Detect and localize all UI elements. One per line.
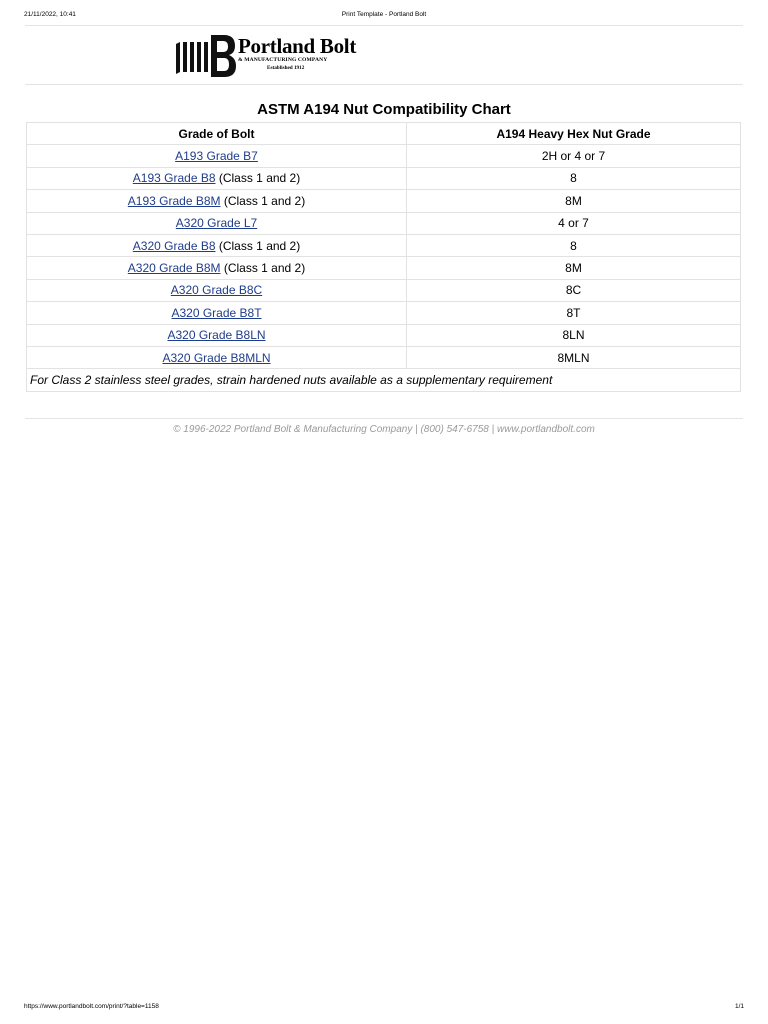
bolt-grade-link[interactable]: A320 Grade B8 <box>132 238 216 253</box>
bolt-grade-cell <box>27 145 407 167</box>
bolt-grade-cell <box>27 167 407 189</box>
table-row <box>27 212 741 234</box>
logo-divider <box>25 84 743 85</box>
nut-grade-cell: 8T <box>407 302 741 324</box>
copyright-footer: © 1996-2022 Portland Bolt & Manufacturing Company | (800) 547-6758 | www.portlandbolt.com <box>173 424 595 435</box>
logo-established: Established 1912 <box>267 65 305 71</box>
bolt-grade-class: (Class 1 and 2) <box>215 238 301 253</box>
page-number: 1/1 <box>734 1003 744 1010</box>
nut-grade-cell: 8MLN <box>407 346 741 368</box>
bolt-grade-cell <box>27 234 407 256</box>
bolt-grade-link[interactable]: A320 Grade B8C <box>170 283 263 298</box>
bolt-grade-class: (Class 1 and 2) <box>215 171 301 186</box>
column-header-nut-grade: A194 Heavy Hex Nut Grade <box>407 123 741 145</box>
table-row <box>27 190 741 212</box>
bolt-grade-link[interactable]: A320 Grade B8MLN <box>162 350 271 365</box>
table-header-row <box>27 123 741 145</box>
bolt-grade-link[interactable]: A320 Grade L7 <box>175 216 258 231</box>
table-row <box>27 279 741 301</box>
nut-grade-cell: 8M <box>407 257 741 279</box>
nut-grade-cell: 8 <box>407 167 741 189</box>
logo-subtitle: & MANUFACTURING COMPANY <box>238 57 328 63</box>
nut-grade-cell: 2H or 4 or 7 <box>407 145 741 167</box>
print-datetime: 21/11/2022, 10:41 <box>24 11 76 18</box>
header-divider <box>25 25 743 26</box>
bolt-grade-class: (Class 1 and 2) <box>220 261 306 276</box>
print-url: https://www.portlandbolt.com/print/?table=1158 <box>24 1003 159 1010</box>
nut-grade-cell: 8LN <box>407 324 741 346</box>
table-row <box>27 324 741 346</box>
table-row <box>27 167 741 189</box>
bolt-grade-link[interactable]: A193 Grade B7 <box>175 149 258 164</box>
print-page-title: Print Template - Portland Bolt <box>341 11 427 18</box>
page-title: ASTM A194 Nut Compatibility Chart <box>257 101 511 118</box>
bolt-grade-cell <box>27 324 407 346</box>
bolt-grade-cell <box>27 302 407 324</box>
table-note: For Class 2 stainless steel grades, strain hardened nuts available as a supplementary requirement <box>27 369 741 391</box>
nut-grade-cell: 8C <box>407 279 741 301</box>
bolt-grade-link[interactable]: A320 Grade B8M <box>127 261 221 276</box>
nut-grade-cell: 4 or 7 <box>407 212 741 234</box>
table-row <box>27 145 741 167</box>
table-row <box>27 346 741 368</box>
bolt-grade-cell <box>27 190 407 212</box>
nut-grade-cell: 8 <box>407 234 741 256</box>
bolt-grade-link[interactable]: A193 Grade B8 <box>132 171 216 186</box>
column-header-bolt-grade: Grade of Bolt <box>27 123 407 145</box>
table-row <box>27 302 741 324</box>
bolt-grade-link[interactable]: A320 Grade B8LN <box>167 328 266 343</box>
company-logo[interactable] <box>175 33 370 78</box>
table-note-row <box>27 369 741 391</box>
print-header <box>24 11 744 21</box>
nut-grade-cell: 8M <box>407 190 741 212</box>
bolt-grade-link[interactable]: A193 Grade B8M <box>127 193 221 208</box>
bolt-grade-link[interactable]: A320 Grade B8T <box>171 305 262 320</box>
logo-wordmark: Portland Bolt <box>238 34 357 58</box>
table-row <box>27 257 741 279</box>
compatibility-table <box>26 122 741 392</box>
bolt-grade-cell <box>27 279 407 301</box>
footer-divider <box>25 418 743 419</box>
table-row <box>27 234 741 256</box>
bolt-grade-class: (Class 1 and 2) <box>220 193 306 208</box>
bolt-grade-cell <box>27 257 407 279</box>
bolt-grade-cell <box>27 346 407 368</box>
bolt-logo-icon <box>175 33 237 78</box>
bolt-grade-cell <box>27 212 407 234</box>
